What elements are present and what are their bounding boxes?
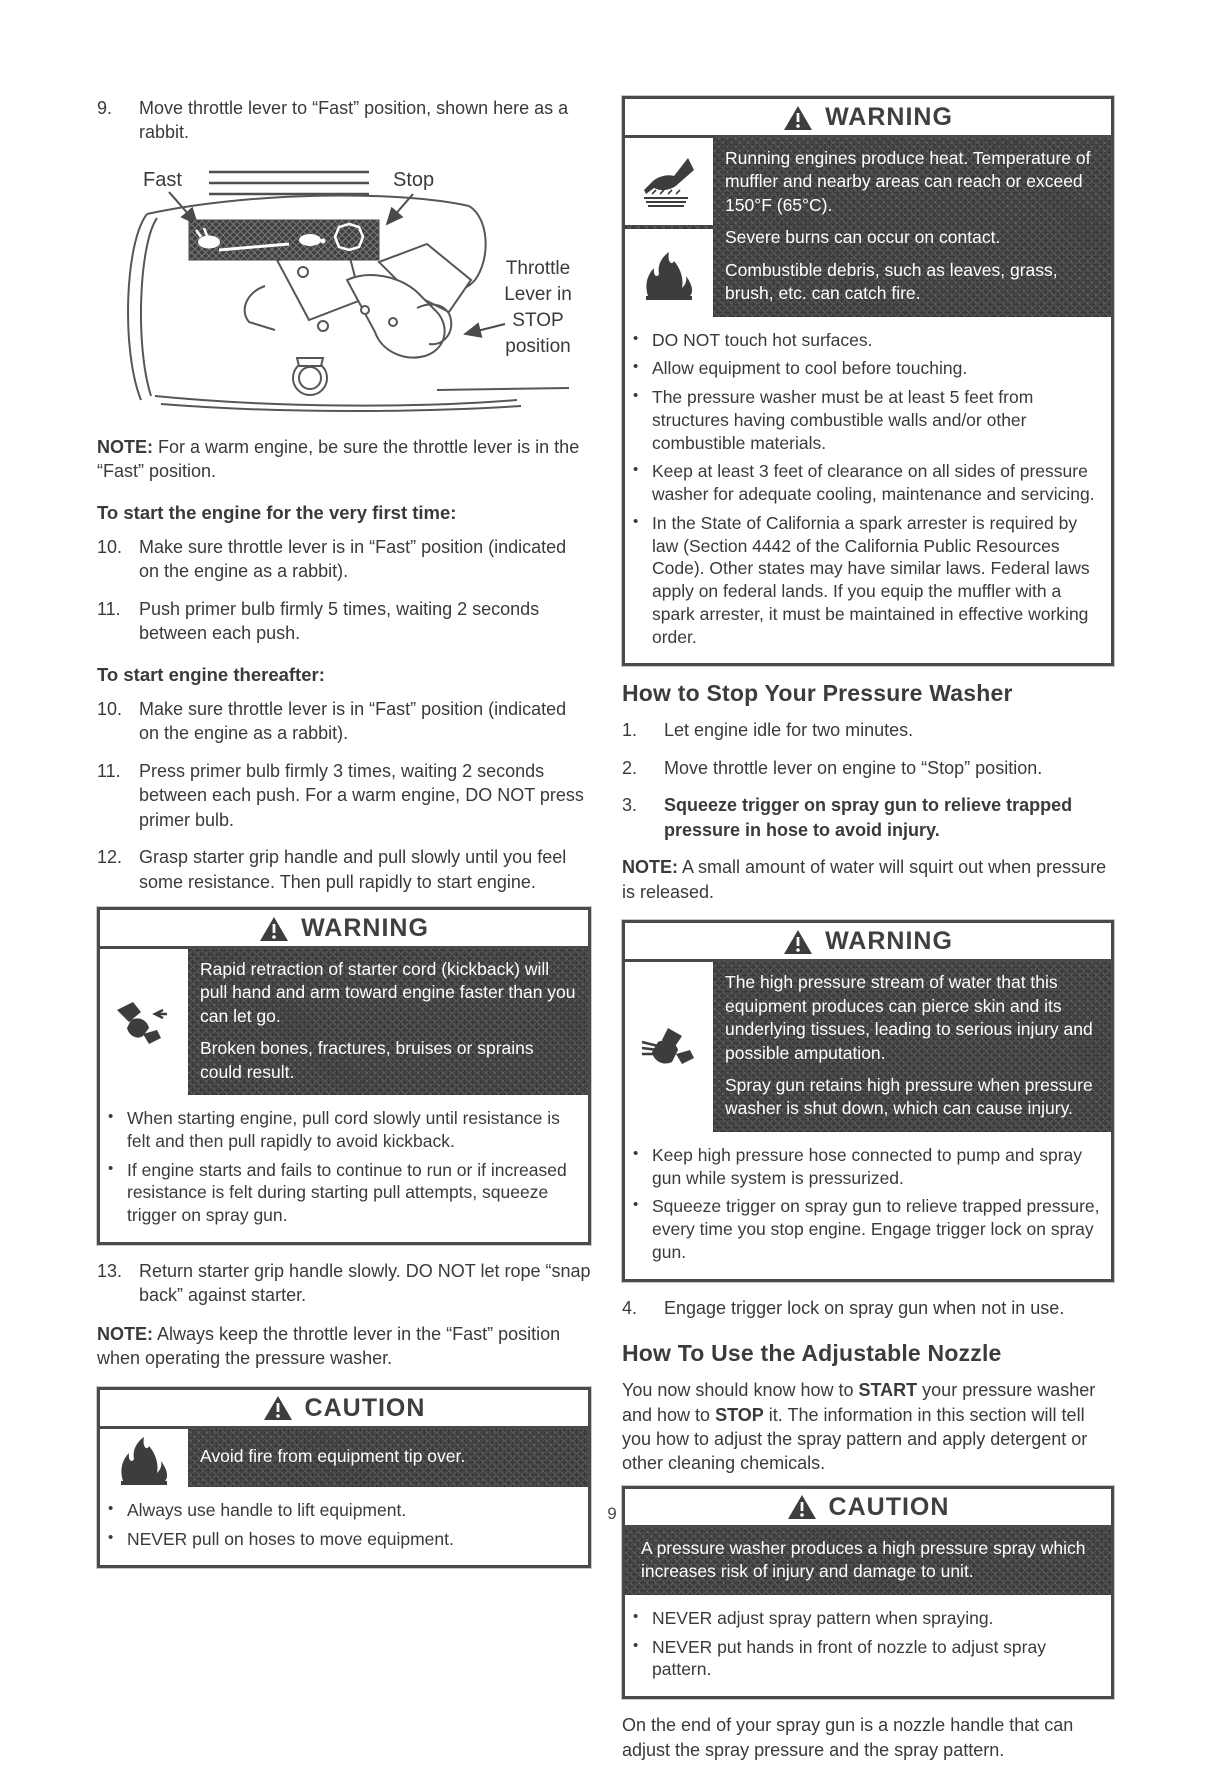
lever-caption xyxy=(504,258,572,357)
hot-surface-icon-art xyxy=(638,154,700,210)
warning-box-kickback xyxy=(97,907,591,1245)
bullet-text: Keep at least 3 feet of clearance on all sides of pressure washer for adequate cooling, maintenance and servicing. xyxy=(652,461,1095,505)
step-13 xyxy=(97,1259,591,1308)
bullet-text: If engine starts and fails to continue to run or if increased resistance is felt during starting pull attempts, squeeze trigger on spray gun. xyxy=(127,1159,567,1226)
warning-line: Severe burns can occur on contact. xyxy=(725,227,1001,248)
warning-header xyxy=(625,99,1111,138)
list-item xyxy=(633,357,1103,380)
step-text: Press primer bulb firmly 3 times, waiting 2 seconds between each push. For a warm engine, DO NOT press primer bulb. xyxy=(139,760,584,830)
svg-text:position: position xyxy=(505,335,571,357)
svg-text:STOP: STOP xyxy=(512,309,564,331)
caution-icon-column xyxy=(100,1429,188,1487)
step-number: 11. xyxy=(97,598,121,619)
step-text: Push primer bulb firmly 5 times, waiting 2 seconds between each push. xyxy=(139,598,540,644)
left-column xyxy=(97,96,591,1582)
step-number: 13. xyxy=(97,1260,123,1281)
kickback-icon-art xyxy=(113,996,175,1048)
fire-icon xyxy=(100,1429,188,1487)
svg-text:Throttle: Throttle xyxy=(505,257,571,279)
bullet-dot: • xyxy=(633,1607,639,1625)
step-10-first xyxy=(97,535,591,584)
warning-line: Rapid retraction of starter cord (kickback) will pull hand and arm toward engine faster than you can let go. xyxy=(200,959,576,1026)
warning-line: Running engines produce heat. Temperature of muffler and nearby areas can reach or exceed 150°F (65°C). xyxy=(725,148,1091,215)
caution-band xyxy=(625,1528,1111,1595)
throttle-diagram xyxy=(97,158,591,421)
warning-box-stream xyxy=(622,920,1114,1281)
warning-icon-column xyxy=(625,138,713,317)
list-item xyxy=(633,1144,1103,1190)
bullet-text: NEVER pull on hoses to move equipment. xyxy=(127,1528,454,1549)
stop-step-2 xyxy=(622,756,1114,780)
bullet-dot: • xyxy=(633,461,639,479)
bullet-text: Keep high pressure hose connected to pump and spray gun while system is pressurized. xyxy=(652,1144,1083,1188)
label-divider-lines xyxy=(209,172,369,194)
step-text: Engage trigger lock on spray gun when not in use. xyxy=(664,1297,1065,1318)
list-item xyxy=(633,1607,1103,1630)
warning-band xyxy=(100,949,588,1095)
spray-pierce-icon xyxy=(625,962,713,1132)
warning-header xyxy=(625,923,1111,962)
warning-line: Broken bones, fractures, bruises or sprains could result. xyxy=(200,1038,534,1082)
spray-pierce-icon-art xyxy=(638,1020,700,1074)
bullet-dot: • xyxy=(108,1499,114,1517)
list-item xyxy=(108,1528,580,1551)
note-text: A small amount of water will squirt out when pressure is released. xyxy=(622,857,1107,902)
nozzle-intro-paragraph xyxy=(622,1378,1114,1476)
warning-title: WARNING xyxy=(825,103,953,131)
list-item xyxy=(633,512,1103,649)
warning-title: WARNING xyxy=(301,914,429,943)
step-12 xyxy=(97,845,591,894)
caution-title: CAUTION xyxy=(828,1492,950,1521)
step-number: 12. xyxy=(97,847,123,868)
warning-message xyxy=(188,949,588,1095)
bullet-text: The pressure washer must be at least 5 feet from structures having combustible walls and/or other combustible materials. xyxy=(652,387,1034,453)
list-item xyxy=(108,1107,580,1153)
bullet-text: DO NOT touch hot surfaces. xyxy=(652,329,873,350)
step-text: Move throttle lever to “Fast” position, shown here as a rabbit. xyxy=(139,98,569,143)
caution-header xyxy=(100,1390,588,1429)
caution-line: Avoid fire from equipment tip over. xyxy=(200,1446,466,1467)
diagram-label-fast: Fast xyxy=(143,168,182,191)
step-number: 9. xyxy=(97,98,113,118)
warning-header xyxy=(100,910,588,949)
fire-icon-art xyxy=(640,244,698,302)
bullet-dot: • xyxy=(633,1196,639,1214)
list-item xyxy=(633,1636,1103,1682)
bullet-text: Allow equipment to cool before touching. xyxy=(652,358,968,379)
step-number: 10. xyxy=(97,536,123,557)
step-number: 11. xyxy=(97,760,121,781)
bullet-dot: • xyxy=(108,1108,114,1126)
thereafter-heading: To start engine thereafter: xyxy=(97,663,325,685)
bullet-dot: • xyxy=(633,387,639,405)
fire-icon xyxy=(625,229,713,316)
caution-box-tipover xyxy=(97,1387,591,1569)
step-text: Move throttle lever on engine to “Stop” position. xyxy=(664,757,1043,778)
warning-line: Spray gun retains high pressure when pressure washer is shut down, which can cause injury. xyxy=(725,1074,1093,1119)
step-number: 4. xyxy=(622,1297,638,1318)
caution-band xyxy=(100,1429,588,1487)
warning-triangle-icon xyxy=(783,105,813,131)
bullet-text: Always use handle to lift equipment. xyxy=(127,1499,407,1520)
bullet-dot: • xyxy=(633,358,639,376)
warning-band xyxy=(625,962,1111,1132)
note-throttle-fast xyxy=(97,1322,591,1371)
note-water-squirt xyxy=(622,855,1114,904)
step-number: 3. xyxy=(622,795,638,816)
step-11-first xyxy=(97,597,591,646)
caption-arrow xyxy=(465,324,505,334)
list-item xyxy=(633,1195,1103,1263)
warning-line: The high pressure stream of water that this equipment produces can pierce skin and its underlying tissues, leading to serious injury and possible amputation. xyxy=(725,972,1093,1063)
bullet-text: Squeeze trigger on spray gun to relieve trapped pressure, every time you stop engine. Engage trigger lock on spray gun. xyxy=(652,1196,1100,1262)
caution-message xyxy=(188,1429,588,1487)
caution-title: CAUTION xyxy=(304,1393,426,1422)
nozzle-section-heading: How To Use the Adjustable Nozzle xyxy=(622,1340,1002,1367)
step-text: Squeeze trigger on spray gun to relieve trapped pressure in hose to avoid injury. xyxy=(664,795,1073,840)
caution-line: A pressure washer produces a high pressure spray which increases risk of injury and damage to unit. xyxy=(641,1537,1086,1582)
bullet-text: When starting engine, pull cord slowly until resistance is felt and then pull rapidly to avoid kickback. xyxy=(127,1108,560,1151)
kickback-icon xyxy=(100,949,188,1095)
warning-bullet-list xyxy=(625,1132,1111,1279)
step-text: Make sure throttle lever is in “Fast” position (indicated on the engine as a rabbit). xyxy=(139,698,567,744)
warning-triangle-icon xyxy=(783,929,813,955)
bullet-text: In the State of California a spark arrester is required by law (Section 4442 of the California Public Resources Code). Other states may have similar laws. Federal laws apply on federal lands. If you equip the muffler with a spark arrester, it must be maintained in effective working order. xyxy=(652,512,1090,647)
step-11-thereafter xyxy=(97,759,591,832)
step-number: 2. xyxy=(622,757,638,778)
bullet-dot: • xyxy=(108,1159,114,1177)
paragraph-text: You now should know how to xyxy=(622,1380,859,1401)
warning-icon-column xyxy=(100,949,188,1095)
caution-bullet-list xyxy=(625,1595,1111,1696)
engine-illustration xyxy=(97,158,591,416)
note-label: NOTE: xyxy=(97,1323,153,1344)
note-label: NOTE: xyxy=(622,857,678,878)
nozzle-closing-paragraph: On the end of your spray gun is a nozzle handle that can adjust the spray pressure and the spray pattern. xyxy=(622,1715,1074,1760)
note-text: For a warm engine, be sure the throttle lever is in the “Fast” position. xyxy=(97,436,580,482)
stop-section-heading: How to Stop Your Pressure Washer xyxy=(622,680,1013,707)
stop-step-4 xyxy=(622,1296,1114,1320)
stop-step-1 xyxy=(622,718,1114,742)
warning-triangle-icon xyxy=(263,1395,293,1421)
hot-surface-icon xyxy=(625,138,713,225)
step-text: Let engine idle for two minutes. xyxy=(664,720,914,741)
warning-message xyxy=(713,138,1111,317)
note-warm-engine xyxy=(97,435,591,484)
fire-icon-art xyxy=(115,1429,173,1487)
warning-icon-column xyxy=(625,962,713,1132)
step-9 xyxy=(97,96,591,145)
list-item xyxy=(633,329,1103,352)
svg-text:Lever in: Lever in xyxy=(504,283,572,305)
list-item xyxy=(108,1159,580,1227)
stop-step-3 xyxy=(622,793,1114,842)
stop-keyword: STOP xyxy=(715,1404,764,1425)
paragraph-text: your pressure washer and how to xyxy=(622,1380,1096,1425)
list-item xyxy=(633,460,1103,506)
page-number: 9 xyxy=(607,1504,617,1523)
bullet-text: NEVER put hands in front of nozzle to adjust spray pattern. xyxy=(652,1636,1046,1680)
warning-bullet-list xyxy=(100,1095,588,1242)
step-text: Return starter grip handle slowly. DO NOT let rope “snap back” against starter. xyxy=(139,1260,591,1306)
warning-bullet-list xyxy=(625,317,1111,664)
first-time-heading: To start the engine for the very first time: xyxy=(97,501,457,523)
diagram-label-stop: Stop xyxy=(393,168,435,191)
warning-line: Combustible debris, such as leaves, grass, brush, etc. can catch fire. xyxy=(725,259,1058,304)
note-label: NOTE: xyxy=(97,436,153,457)
caution-bullet-list xyxy=(100,1487,588,1566)
step-number: 1. xyxy=(622,720,638,741)
bullet-dot: • xyxy=(633,1636,639,1654)
step-10-thereafter xyxy=(97,697,591,746)
warning-triangle-icon xyxy=(259,916,289,942)
list-item xyxy=(633,386,1103,454)
step-number: 10. xyxy=(97,698,123,719)
warning-band xyxy=(625,138,1111,317)
caution-message xyxy=(625,1528,1111,1595)
warning-title: WARNING xyxy=(825,927,953,956)
bullet-dot: • xyxy=(108,1528,114,1546)
paragraph-text: it. The information in this section will tell you how to adjust the spray pattern and apply detergent or other cleaning chemicals. xyxy=(622,1404,1088,1474)
warning-message xyxy=(713,962,1111,1132)
bullet-dot: • xyxy=(633,329,639,347)
bullet-text: NEVER adjust spray pattern when spraying. xyxy=(652,1607,994,1628)
note-text: Always keep the throttle lever in the “Fast” position when operating the pressure washer. xyxy=(97,1323,561,1369)
bullet-dot: • xyxy=(633,512,639,530)
start-keyword: START xyxy=(858,1380,918,1401)
step-text: Grasp starter grip handle and pull slowly until you feel some resistance. Then pull rapidly to start engine. xyxy=(139,847,567,892)
bullet-dot: • xyxy=(633,1144,639,1162)
step-text: Make sure throttle lever is in “Fast” position (indicated on the engine as a rabbit). xyxy=(139,536,567,582)
warning-box-heat xyxy=(622,96,1114,666)
